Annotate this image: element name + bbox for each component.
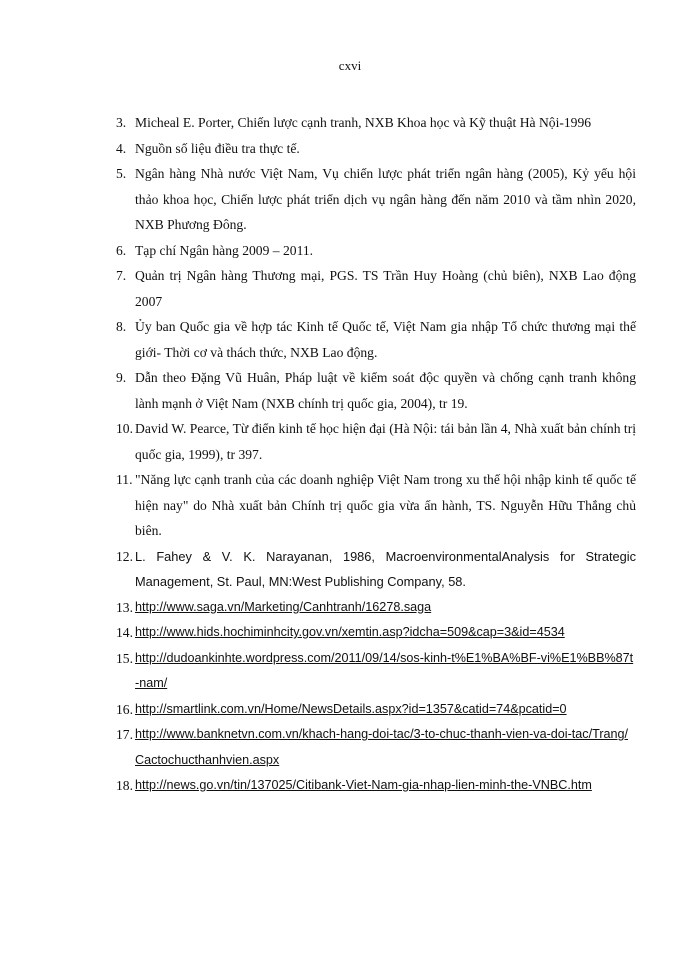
reference-link[interactable]: http://smartlink.com.vn/Home/NewsDetails.aspx?id=1357&catid=74&pcatid=0 — [135, 701, 567, 716]
reference-item — [116, 314, 636, 365]
reference-item — [116, 263, 636, 314]
page-number: cxvi — [338, 58, 362, 73]
reference-item — [116, 544, 636, 595]
reference-text: Nguồn số liệu điều tra thực tế. — [135, 140, 300, 156]
reference-number: 11. — [116, 472, 133, 487]
reference-link[interactable]: http://www.banknetvn.com.vn/khach-hang-doi-tac/3-to-chuc-thanh-vien-va-doi-tac/Trang/Cactochucthanhvien.aspx — [135, 727, 629, 767]
reference-text: "Năng lực cạnh tranh của các doanh nghiệp Việt Nam trong xu thế hội nhập kinh tế quốc tế hiện nay" do Nhà xuất bản Chính trị quốc gia vừa ấn hành, TS. Nguyễn Hữu Thắng chủ biên. — [135, 472, 636, 538]
link-item — [116, 773, 636, 799]
link-item — [116, 697, 636, 723]
reference-text: Dẫn theo Đặng Vũ Huân, Pháp luật về kiểm soát độc quyền và chống cạnh tranh không lành mạnh ở Việt Nam (NXB chính trị quốc gia, 2004), tr 19. — [135, 370, 636, 411]
link-item — [116, 722, 636, 773]
link-number: 14. — [116, 625, 133, 640]
reference-item — [116, 365, 636, 416]
reference-item — [116, 110, 636, 136]
reference-list — [116, 110, 636, 799]
reference-text: L. Fahey & V. K. Narayanan, 1986, MacroenvironmentalAnalysis for Strategic Management, St. Paul, MN:West Publishing Company, 58. — [135, 548, 636, 589]
link-number: 15. — [116, 650, 133, 666]
reference-number: 4. — [116, 140, 127, 156]
reference-link[interactable]: http://www.saga.vn/Marketing/Canhtranh/16278.saga — [135, 599, 432, 614]
reference-text: David W. Pearce, Từ điển kinh tế học hiện đại (Hà Nội: tái bản lần 4, Nhà xuất bản chính trị quốc gia, 1999), tr 397. — [135, 421, 636, 462]
link-item — [116, 646, 636, 697]
reference-link[interactable]: http://www.hids.hochiminhcity.gov.vn/xemtin.asp?idcha=509&cap=3&id=4534 — [135, 625, 565, 639]
link-number: 16. — [116, 701, 133, 717]
reference-link[interactable]: http://news.go.vn/tin/137025/Citibank-Viet-Nam-gia-nhap-lien-minh-the-VNBC.htm — [135, 778, 592, 792]
link-number: 13. — [116, 599, 133, 615]
link-item — [116, 620, 636, 646]
reference-item — [116, 161, 636, 238]
reference-text: Quản trị Ngân hàng Thương mại, PGS. TS Trần Huy Hoàng (chủ biên), NXB Lao động 2007 — [135, 268, 636, 309]
reference-text: Micheal E. Porter, Chiến lược cạnh tranh, NXB Khoa học và Kỹ thuật Hà Nội-1996 — [135, 115, 592, 130]
reference-link[interactable]: http://dudoankinhte.wordpress.com/2011/09/14/sos-kinh-t%E1%BA%BF-vi%E1%BB%87t-nam/ — [135, 650, 634, 690]
reference-number: 9. — [116, 370, 127, 385]
link-item — [116, 595, 636, 621]
reference-text: Ngân hàng Nhà nước Việt Nam, Vụ chiến lược phát triển ngân hàng (2005), Kỷ yếu hội thảo khoa học, Chiến lược phát triển dịch vụ ngân hàng đến năm 2010 và tầm nhìn 2020, NXB Phương Đông. — [135, 166, 636, 232]
reference-number: 6. — [116, 242, 127, 258]
reference-number: 12. — [116, 548, 133, 564]
link-number: 18. — [116, 778, 133, 793]
reference-item — [116, 136, 636, 162]
reference-number: 3. — [116, 115, 127, 130]
reference-number: 10. — [116, 421, 133, 436]
reference-item — [116, 416, 636, 467]
reference-text: Ủy ban Quốc gia về hợp tác Kinh tế Quốc tế, Việt Nam gia nhập Tổ chức thương mại thế giới- Thời cơ và thách thức, NXB Lao động. — [135, 319, 636, 360]
reference-number: 8. — [116, 319, 127, 334]
link-number: 17. — [116, 727, 133, 742]
reference-item — [116, 467, 636, 544]
reference-number: 5. — [116, 166, 127, 181]
reference-text: Tạp chí Ngân hàng 2009 – 2011. — [135, 242, 314, 258]
reference-number: 7. — [116, 268, 127, 283]
reference-item — [116, 238, 636, 264]
